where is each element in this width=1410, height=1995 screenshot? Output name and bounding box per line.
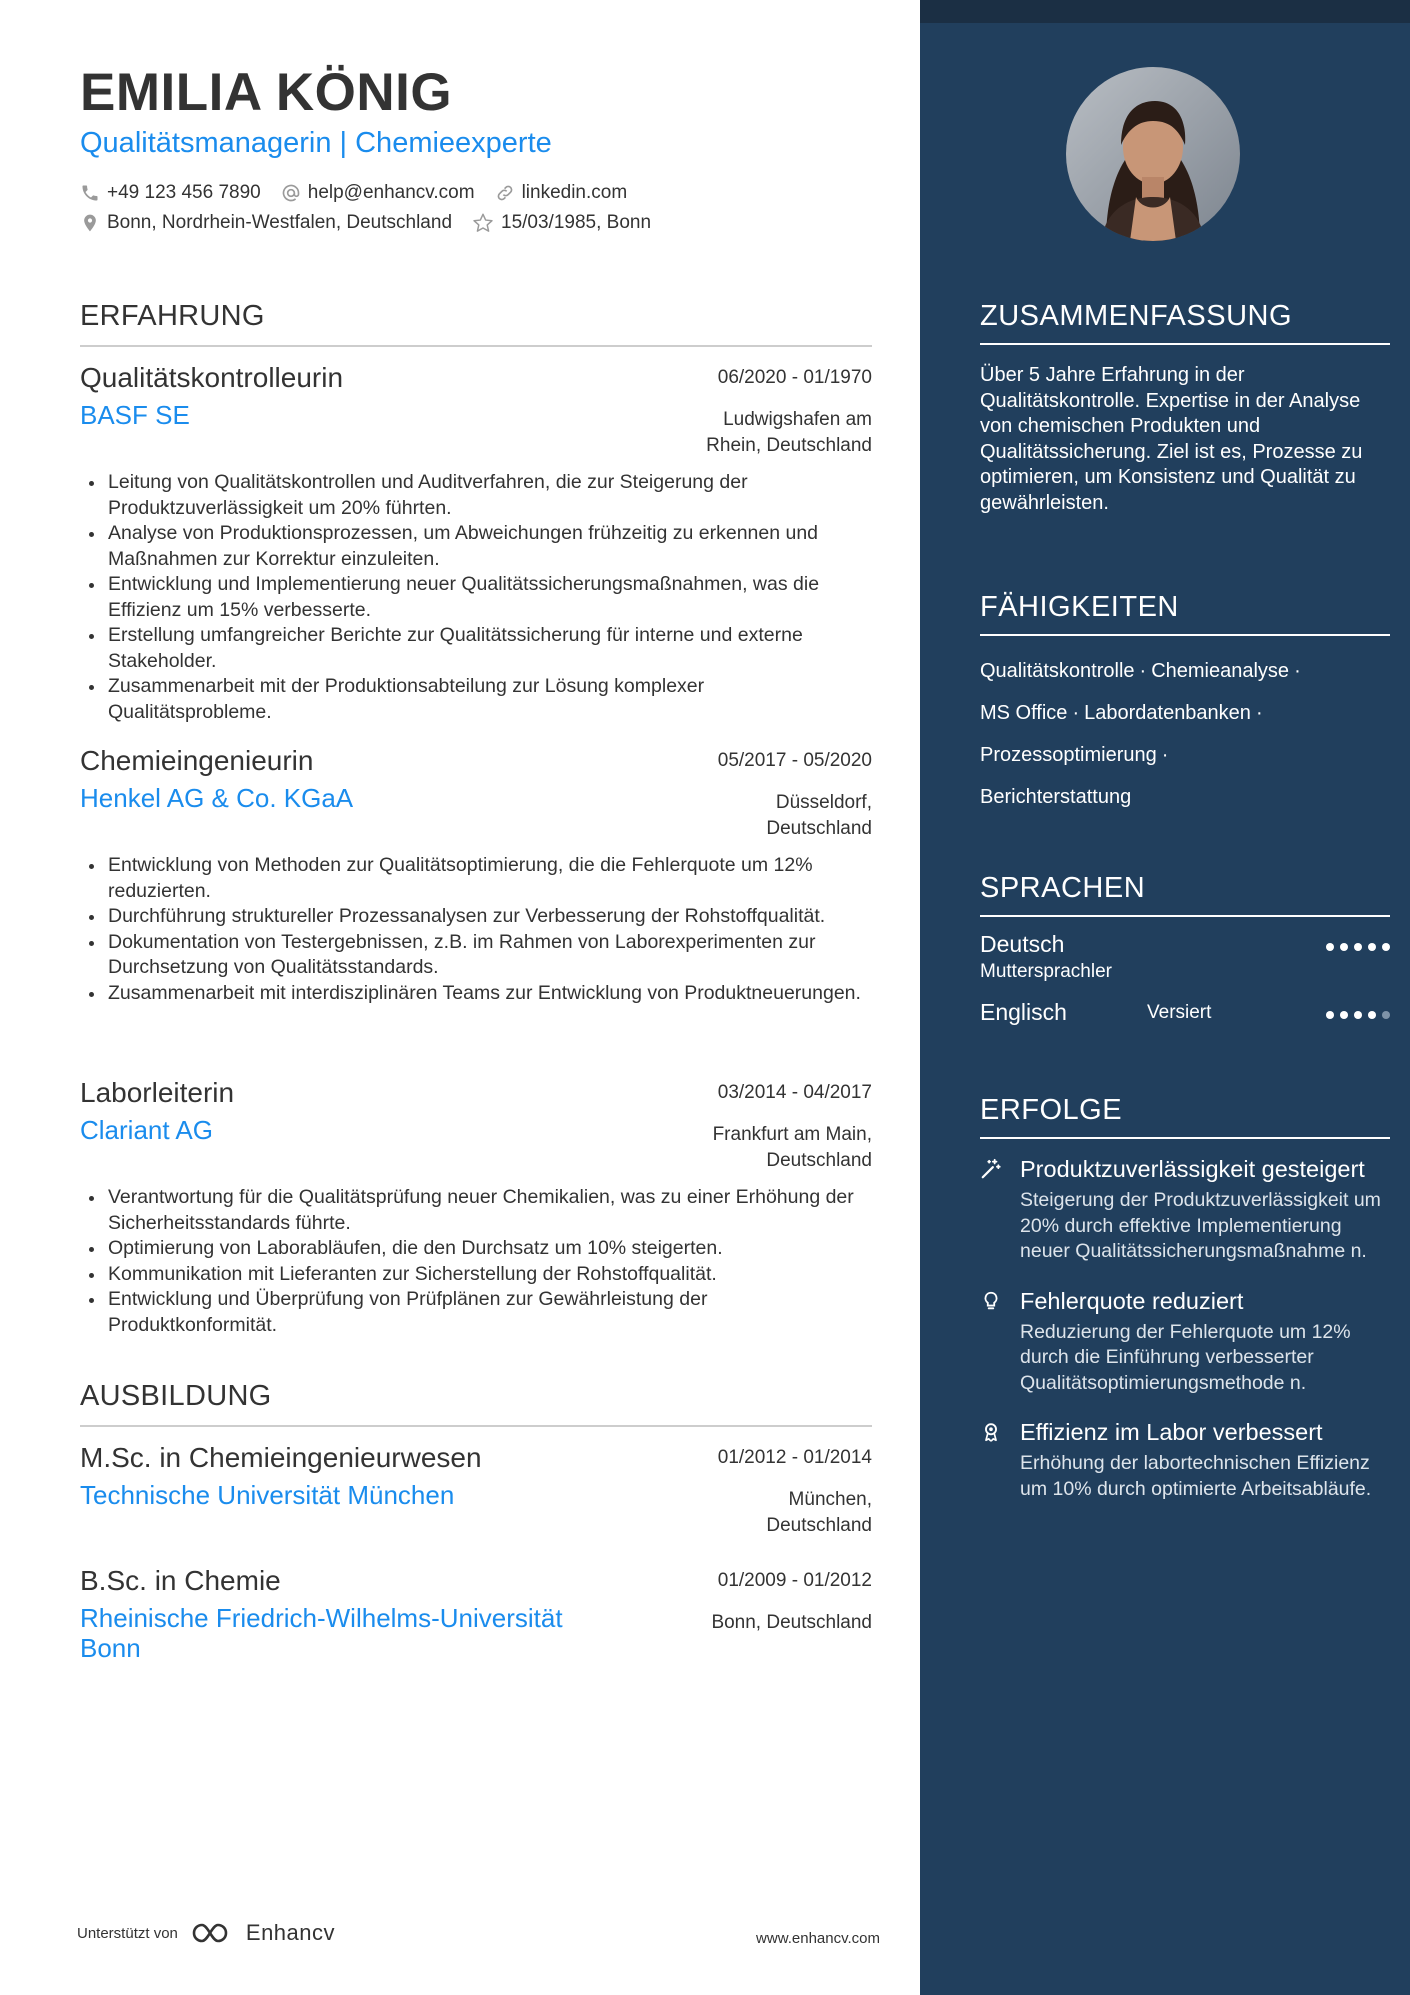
job-bullet: Entwicklung und Implementierung neuer Qualitätssicherungsmaßnahmen, was die Effizienz um 15% verbesserte.	[80, 572, 872, 623]
education-entry	[80, 1442, 872, 1536]
skills-row: Qualitätskontrolle · Chemieanalyse ·	[980, 660, 1301, 682]
job-date: 03/2014 - 04/2017	[717, 1082, 872, 1103]
summary-text: Über 5 Jahre Erfahrung in der Qualitätskontrolle. Expertise in der Analyse von chemischen Produkten und Qualitätssicherung. Ziel ist es, Prozesse zu optimieren, um Konsistenz und Qualität zu gewährleisten.	[980, 364, 1363, 514]
skill-tag: Chemieanalyse	[1151, 660, 1290, 682]
job-bullet: Zusammenarbeit mit interdisziplinären Teams zur Entwicklung von Produktneuerungen.	[80, 981, 872, 1007]
rating-dot-filled	[1368, 943, 1376, 951]
experience-entry	[80, 745, 872, 1006]
sidebar-top-bar	[920, 0, 1410, 23]
job-bullet: Zusammenarbeit mit der Produktionsabteilung zur Lösung komplexer Qualitätsprobleme.	[80, 674, 872, 725]
achievement-desc: Steigerung der Produktzuverlässigkeit um 20% durch effektive Implementierung neuer Qualitätssicherungsmaßnahme n.	[1020, 1189, 1381, 1262]
education-date: 01/2012 - 01/2014	[717, 1447, 872, 1468]
education-location	[766, 1487, 872, 1538]
job-title: Laborleiterin	[80, 1077, 235, 1108]
job-location-line: Ludwigshafen am	[723, 409, 872, 430]
email-text[interactable]: help@enhancv.com	[307, 182, 475, 203]
skills-title: FÄHIGKEITEN	[980, 591, 1390, 636]
phone-icon	[80, 183, 100, 203]
profile-photo	[1066, 67, 1240, 241]
achievement-desc: Reduzierung der Fehlerquote um 12% durch die Einführung verbesserter Qualitätsoptimierungsmethode n.	[1020, 1320, 1351, 1394]
brand-name: Enhancv	[245, 1920, 336, 1945]
job-location	[766, 790, 872, 841]
degree-title: B.Sc. in Chemie	[80, 1565, 281, 1596]
job-bullet: Verantwortung für die Qualitätsprüfung neuer Chemikalien, was zu einer Erhöhung der Sicherheitsstandards führte.	[80, 1185, 872, 1236]
achievement-title: Produktzuverlässigkeit gesteigert	[1020, 1156, 1365, 1182]
education-location-line: München,	[788, 1489, 872, 1510]
language-rating	[1326, 943, 1390, 951]
job-location-line: Deutschland	[766, 817, 872, 839]
job-bullets	[80, 853, 872, 1006]
job-bullet: Analyse von Produktionsprozessen, um Abweichungen frühzeitig zu erkennen und Maßnahmen zur Korrektur einzuleiten.	[80, 521, 872, 572]
achievement-item	[980, 1417, 1390, 1502]
job-title: Chemieingenieurin	[80, 745, 314, 776]
job-location-line: Frankfurt am Main,	[712, 1124, 872, 1145]
experience-entry	[80, 362, 872, 725]
skills-row: MS Office · Labordatenbanken ·	[980, 702, 1263, 724]
education-location-line: Bonn, Deutschland	[711, 1612, 872, 1633]
job-bullet: Leitung von Qualitätskontrollen und Auditverfahren, die zur Steigerung der Produktzuverlässigkeit um 20% führten.	[80, 470, 872, 521]
email-contact[interactable]	[281, 182, 475, 204]
education-entry	[80, 1565, 872, 1663]
rating-dot-filled	[1326, 1011, 1334, 1019]
footer-powered-by	[77, 1920, 335, 1946]
language-rating	[1326, 1011, 1390, 1019]
job-bullet: Kommunikation mit Lieferanten zur Sicherstellung der Rohstoffqualität.	[80, 1262, 872, 1288]
school-name-line: Rheinische Friedrich-Wilhelms-Universität	[80, 1603, 563, 1633]
education-location-line: Deutschland	[766, 1514, 872, 1536]
candidate-tagline: Qualitätsmanagerin | Chemieexperte	[80, 127, 552, 159]
job-bullets	[80, 1185, 872, 1338]
birth-text: 15/03/1985, Bonn	[501, 212, 652, 233]
achievement-title: Fehlerquote reduziert	[1020, 1287, 1244, 1314]
rating-dot-filled	[1340, 1011, 1348, 1019]
achievement-title: Effizienz im Labor verbessert	[1020, 1419, 1323, 1445]
summary-title: ZUSAMMENFASSUNG	[980, 300, 1390, 345]
location-contact	[80, 212, 452, 234]
languages-title: SPRACHEN	[980, 872, 1390, 917]
contact-row-1	[80, 182, 647, 204]
experience-section-title: ERFAHRUNG	[80, 300, 872, 347]
achievement-item	[980, 1286, 1390, 1397]
language-level: Muttersprachler	[980, 961, 1112, 982]
rating-dot-filled	[1368, 1011, 1376, 1019]
languages-list	[980, 931, 1390, 1067]
job-bullet: Optimierung von Laborabläufen, die den Durchsatz um 10% steigerten.	[80, 1236, 872, 1262]
rating-dot-filled	[1326, 943, 1334, 951]
linkedin-text[interactable]: linkedin.com	[521, 182, 628, 203]
job-location	[713, 1122, 872, 1173]
footer-url[interactable]: www.enhancv.com	[756, 1930, 880, 1947]
achievement-item	[980, 1154, 1390, 1265]
location-text: Bonn, Nordrhein-Westfalen, Deutschland	[107, 212, 453, 233]
job-location	[706, 407, 872, 458]
phone-text: +49 123 456 7890	[107, 182, 261, 203]
job-date: 05/2017 - 05/2020	[717, 750, 872, 771]
magic-wand-icon	[980, 1158, 1002, 1180]
school-name[interactable]: Technische Universität München	[80, 1480, 455, 1510]
rating-dot-empty	[1382, 1011, 1390, 1019]
job-bullet: Erstellung umfangreicher Berichte zur Qualitätssicherung für interne und externe Stakeholder.	[80, 623, 872, 674]
award-ribbon-icon	[980, 1421, 1002, 1443]
rating-dot-filled	[1354, 1011, 1362, 1019]
birth-contact	[472, 212, 651, 234]
education-date: 01/2009 - 01/2012	[717, 1570, 872, 1591]
at-icon	[281, 183, 301, 203]
skill-tag: Berichterstattung	[980, 786, 1132, 808]
language-name: Englisch	[980, 999, 1067, 1025]
language-item	[980, 999, 1390, 1067]
languages-section	[980, 872, 1390, 1067]
enhancv-logo-icon	[190, 1920, 238, 1946]
job-bullet: Dokumentation von Testergebnissen, z.B. im Rahmen von Laborexperimenten zur Durchsetzung von Qualitätsstandards.	[80, 930, 872, 981]
rating-dot-filled	[1354, 943, 1362, 951]
footer	[77, 1912, 880, 1952]
job-bullet: Entwicklung und Überprüfung von Prüfplänen zur Gewährleistung der Produktkonformität.	[80, 1287, 872, 1338]
job-location-line: Rhein, Deutschland	[706, 434, 872, 456]
job-location-line: Düsseldorf,	[775, 792, 872, 813]
experience-entry	[80, 1077, 872, 1338]
language-item	[980, 931, 1390, 999]
education-section-title: AUSBILDUNG	[80, 1380, 872, 1427]
job-date: 06/2020 - 01/1970	[717, 367, 872, 388]
job-location-line: Deutschland	[766, 1149, 872, 1171]
skill-tag: Prozessoptimierung	[980, 744, 1157, 766]
skills-row	[980, 776, 1390, 818]
job-title: Qualitätskontrolleurin	[80, 362, 344, 393]
skills-row: Prozessoptimierung ·	[980, 744, 1169, 766]
job-company[interactable]: Henkel AG & Co. KGaA	[80, 783, 354, 813]
rating-dot-filled	[1340, 943, 1348, 951]
linkedin-contact[interactable]	[495, 182, 628, 204]
location-pin-icon	[80, 213, 100, 233]
education-location	[711, 1610, 872, 1636]
degree-title: M.Sc. in Chemieingenieurwesen	[80, 1442, 482, 1473]
phone-contact	[80, 182, 261, 204]
skill-tag: MS Office	[980, 702, 1068, 724]
summary-section	[980, 300, 1390, 516]
achievement-desc: Erhöhung der labortechnischen Effizienz um 10% durch optimierte Arbeitsabläufe.	[1020, 1452, 1372, 1500]
skills-list	[980, 650, 1390, 818]
avatar-icon	[1066, 67, 1240, 241]
job-bullet: Entwicklung von Methoden zur Qualitätsoptimierung, die die Fehlerquote um 12% reduzierten.	[80, 853, 872, 904]
job-bullet: Durchführung struktureller Prozessanalysen zur Verbesserung der Rohstoffqualität.	[80, 904, 872, 930]
job-company[interactable]: BASF SE	[80, 400, 190, 430]
job-bullets	[80, 470, 872, 725]
achievements-title: ERFOLGE	[980, 1094, 1390, 1139]
school-name-line: Bonn	[80, 1633, 141, 1663]
powered-by-label: Unterstützt von	[77, 1924, 178, 1942]
achievements-section	[980, 1094, 1390, 1502]
rating-dot-filled	[1382, 943, 1390, 951]
job-company[interactable]: Clariant AG	[80, 1115, 213, 1145]
candidate-name: EMILIA KÖNIG	[80, 63, 453, 122]
lightbulb-icon	[980, 1290, 1002, 1312]
star-icon	[472, 212, 494, 234]
skills-section	[980, 591, 1390, 818]
contact-row-2	[80, 212, 671, 234]
sidebar	[920, 0, 1410, 1995]
skill-tag: Labordatenbanken	[1084, 702, 1251, 724]
link-icon	[495, 183, 515, 203]
skill-tag: Qualitätskontrolle	[980, 660, 1135, 682]
language-level: Versiert	[1147, 1002, 1212, 1023]
language-name: Deutsch	[980, 931, 1065, 957]
